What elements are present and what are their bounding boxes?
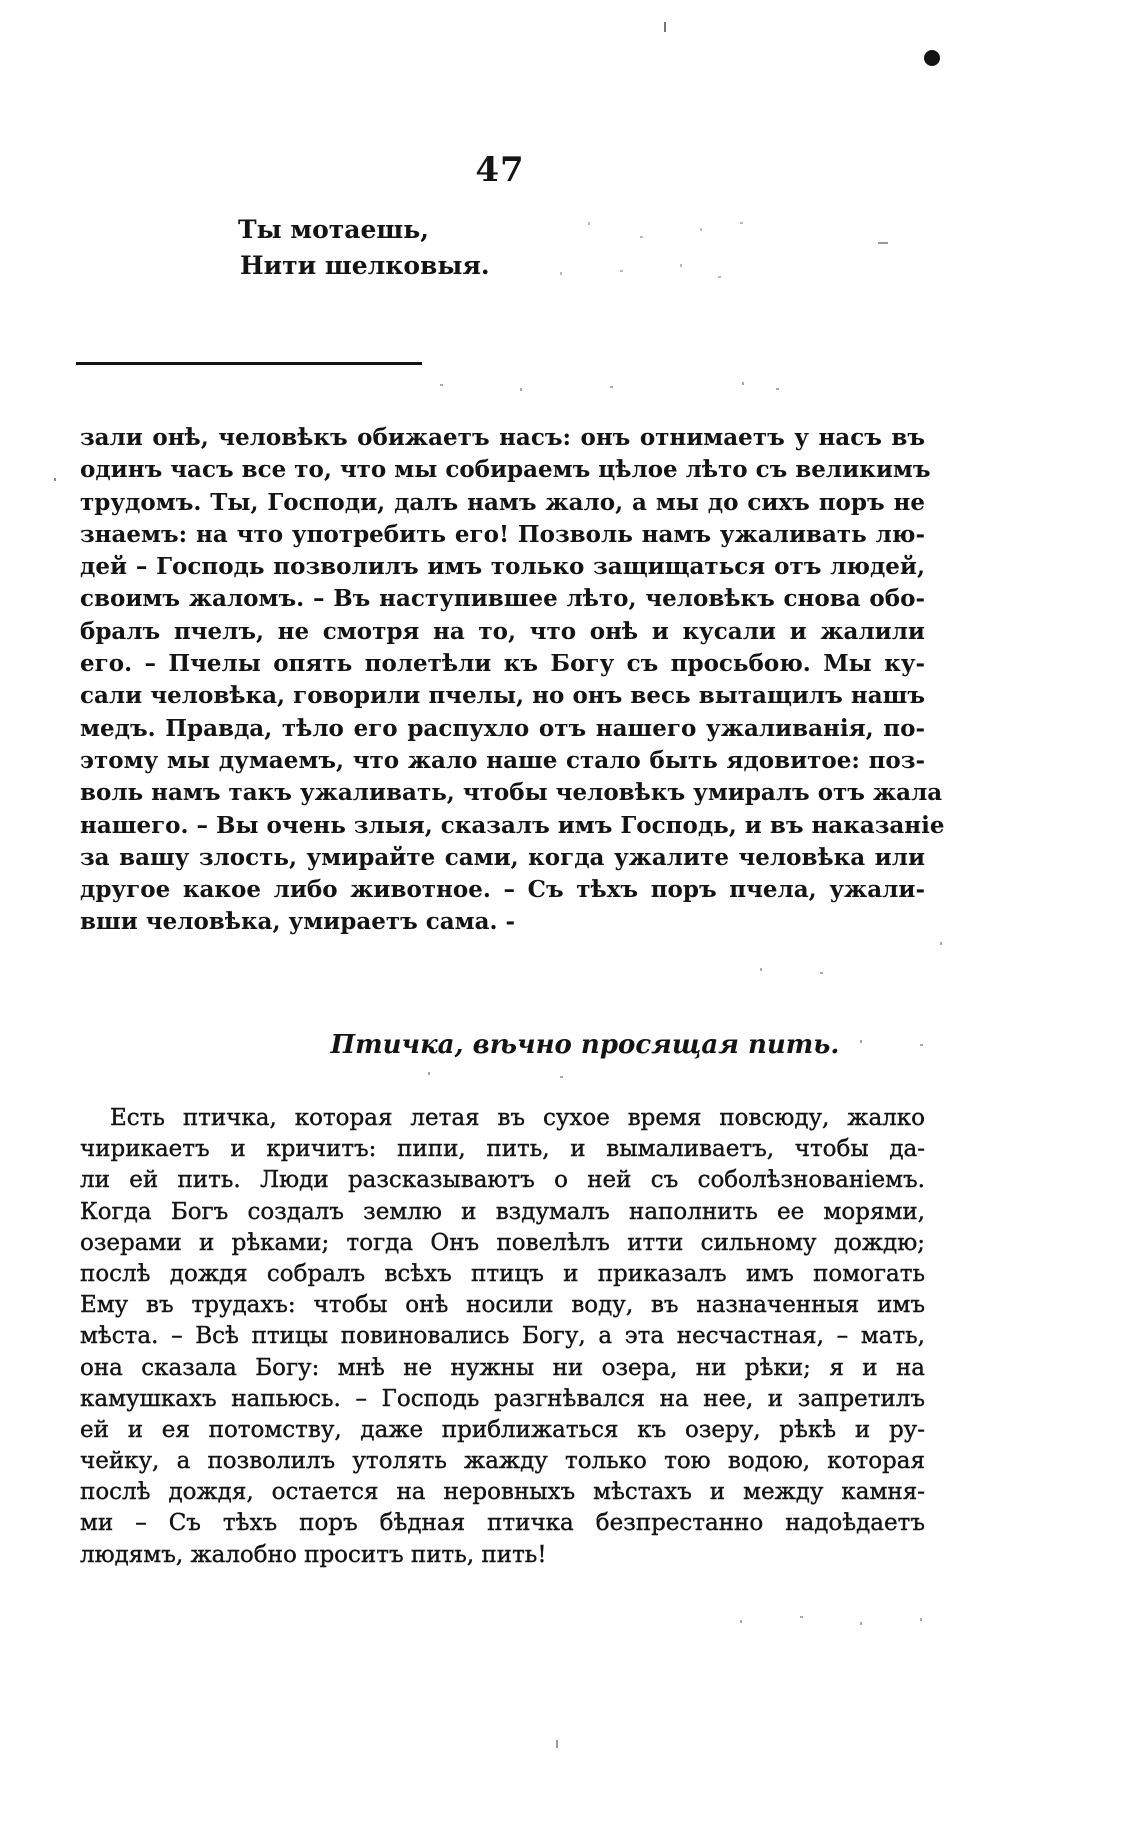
text-line: чирикаетъ и кричитъ: пипи, пить, и вымаливаетъ, чтобы да-: [80, 1136, 925, 1163]
text-line: людямъ, жалобно проситъ пить, пить!: [80, 1541, 547, 1568]
scan-mark: [428, 1072, 430, 1075]
text-line: другое какое либо животное. – Съ тѣхъ поръ пчела, ужали-: [80, 876, 925, 904]
scan-mark: [440, 384, 443, 386]
text-line: дей – Господь позволилъ имъ только защищаться отъ людей,: [80, 553, 925, 581]
scan-mark: [940, 942, 942, 945]
text-line: ли ей пить. Люди разсказываютъ о ней съ соболѣзнованіемъ.: [80, 1167, 925, 1194]
text-line: медъ. Правда, тѣло его распухло отъ нашего ужаливанія, по-: [80, 714, 925, 742]
ink-blot: [924, 50, 940, 66]
verse-line: Ты мотаешь,: [238, 215, 429, 244]
scan-mark: [588, 222, 590, 225]
scan-mark: [560, 272, 562, 275]
fable-bird-paragraph: [80, 1103, 925, 1571]
scan-mark: [560, 1076, 563, 1078]
scan-mark: [718, 276, 721, 278]
text-line: послѣ дождя собралъ всѣхъ птицъ и приказалъ имъ помогать: [80, 1260, 925, 1287]
scan-mark: [680, 264, 682, 267]
scan-mark: [820, 972, 823, 974]
scan-mark: [776, 388, 779, 390]
text-line: знаемъ: на что употребить его! Позволь намъ ужаливать лю-: [80, 520, 925, 548]
text-line: своимъ жаломъ. – Въ наступившее лѣто, человѣкъ снова обо-: [80, 585, 925, 613]
text-line: Когда Богъ создалъ землю и вздумалъ наполнить ее морями,: [80, 1198, 925, 1225]
section-title: [0, 1030, 1140, 1060]
text-line: ми – Съ тѣхъ поръ бѣдная птичка безпрестанно надоѣдаетъ: [80, 1510, 925, 1537]
text-line: послѣ дождя, остается на неровныхъ мѣстахъ и между камня-: [80, 1479, 925, 1506]
text-line: Ему въ трудахъ: чтобы онѣ носили воду, въ назначенныя имъ: [80, 1292, 925, 1319]
scan-mark: [54, 478, 56, 481]
scan-mark: [520, 388, 522, 391]
text-line: бралъ пчелъ, не смотря на то, что онѣ и кусали и жалили: [80, 617, 925, 645]
fable-bees-paragraph: [80, 422, 945, 939]
scan-mark: [920, 1618, 922, 1621]
section-divider-rule: [76, 362, 422, 365]
scan-mark: [700, 228, 702, 231]
text-line: вши человѣка, умираетъ сама. -: [80, 908, 516, 936]
scan-mark: [740, 222, 743, 224]
scan-mark: [664, 22, 666, 32]
scan-mark: [610, 386, 613, 388]
text-line: камушкахъ напьюсь. – Господь разгнѣвался на нее, и запретилъ: [80, 1385, 925, 1412]
text-line: сали человѣка, говорили пчелы, но онъ весь вытащилъ нашъ: [80, 682, 925, 710]
verse-line: Нити шелковыя.: [240, 251, 490, 280]
text-line: трудомъ. Ты, Господи, далъ намъ жало, а мы до сихъ поръ не: [80, 488, 925, 516]
text-line: этому мы думаемъ, что жало наше стало быть ядовитое: поз-: [80, 746, 925, 774]
scan-mark: [800, 1616, 803, 1618]
section-title-text: Птичка, вѣчно просящая пить.: [330, 1030, 840, 1060]
page-number: 47: [475, 150, 525, 190]
text-line: воль намъ такъ ужаливать, чтобы человѣкъ умиралъ отъ жала: [80, 779, 943, 807]
scan-mark: [740, 1620, 742, 1623]
scan-mark: [620, 270, 623, 272]
scan-mark: [878, 242, 888, 244]
text-line: чейку, а позволилъ утолять жажду только тою водою, которая: [80, 1448, 925, 1475]
text-line: зали онѣ, человѣкъ обижаетъ насъ: онъ отнимаетъ у насъ въ: [80, 424, 925, 451]
text-line: она сказала Богу: мнѣ не нужны ни озера, ни рѣки; я и на: [80, 1354, 925, 1381]
text-line: за вашу злость, умирайте сами, когда ужалите человѣка или: [80, 843, 925, 871]
text-line: ей и ея потомству, даже приближаться къ озеру, рѣкѣ и ру-: [80, 1416, 925, 1443]
text-line: озерами и рѣками; тогда Онъ повелѣлъ итти сильному дождю;: [80, 1229, 925, 1256]
scan-mark: [760, 968, 762, 971]
text-line: Есть птичка, которая летая въ сухое время повсюду, жалко: [110, 1105, 925, 1131]
text-line: нашего. – Вы очень злыя, сказалъ имъ Господь, и въ наказаніе: [80, 811, 945, 839]
scan-mark: [742, 382, 744, 385]
verse-fragment: [238, 212, 490, 284]
text-line: одинъ часъ все то, что мы собираемъ цѣлое лѣто съ великимъ: [80, 456, 931, 484]
scan-mark: [640, 236, 643, 238]
scan-mark: [860, 1622, 862, 1625]
text-line: мѣста. – Всѣ птицы повиновались Богу, а эта несчастная, – мать,: [80, 1323, 925, 1350]
text-line: его. – Пчелы опять полетѣли къ Богу съ просьбою. Мы ку-: [80, 650, 925, 678]
scan-mark: [556, 1740, 558, 1748]
